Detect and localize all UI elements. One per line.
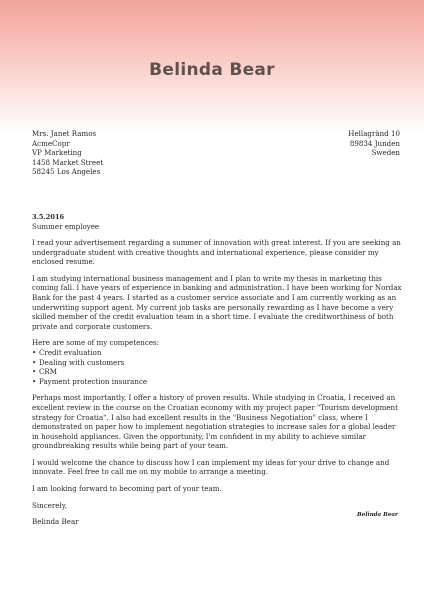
sender-street: Hellagränd 10 [348,129,400,138]
competences-intro: Here are some of my competences: [32,338,160,348]
paragraph-2: I am studying international business management and I plan to write my thesis in marketing this coming fall. I have years of experience in banking and administration. I have been working for Nordax Bank for the past 4 years. I started as a customer service associate and I am currently working as an underwriting support agent. My current job tasks are personally rewarding as I have become a very skilled member of the credit evaluation team in a short time. I evaluate the creditworthiness of both private and corporate customers. [32,273,402,331]
paragraph-3: Perhaps most importantly, I offer a history of proven results. While studying in Croatia, I received an excellent review in the course on the Croatian economy with my project paper "Tourism development strategy for Croatia". I also had excellent results in the "Business Negotiation" class, where I demonstrated on paper how to implement negotiation strategies to increase sales for a global leader in household appliances. Given the opportunity, I'm confident in my ability to achieve similar groundbreaking results while being part of your team. [32,393,398,451]
closing: Sincerely, [32,500,68,510]
recipient-name: Mrs. Janet Ramos [32,129,97,138]
paragraph-5: I am looking forward to becoming part of your team. [32,484,222,494]
sender-city: 89834 Junden [349,138,400,148]
handwritten-signature: Belinda Bear [357,512,398,518]
recipient-city: 58245 Los Angeles [32,167,101,177]
sender-address [348,129,400,158]
recipient-address [32,129,103,177]
paragraph-1: I read your advertisement regarding a summer of innovation with great interest. If you are seeking an undergraduate student with creative thoughts and international experience, please consider my enclosed resume. [32,238,401,267]
paragraph-4: I would welcome the chance to discuss how I can implement my ideas for your drive to change and innovate. Feel free to call me on my mobile to arrange a meeting. [32,457,390,477]
letter-subject: Summer employee [32,222,100,231]
sender-country: Sweden [371,148,400,158]
sender-name-title: Belinda Bear [149,60,275,80]
recipient-street: 1458 Market Street [32,157,104,167]
recipient-title: VP Marketing [32,148,82,158]
competences-list [32,348,402,386]
list-item: • Dealing with customers [39,358,402,368]
closing-name: Belinda Bear [32,517,79,527]
list-item: • CRM [39,367,402,377]
recipient-company: AcmeCopr [32,138,70,148]
list-item: • Payment protection insurance [39,377,402,387]
letter-date: 3.5.2016 [32,213,65,221]
list-item: • Credit evaluation [39,348,402,358]
letter-body [32,238,402,534]
